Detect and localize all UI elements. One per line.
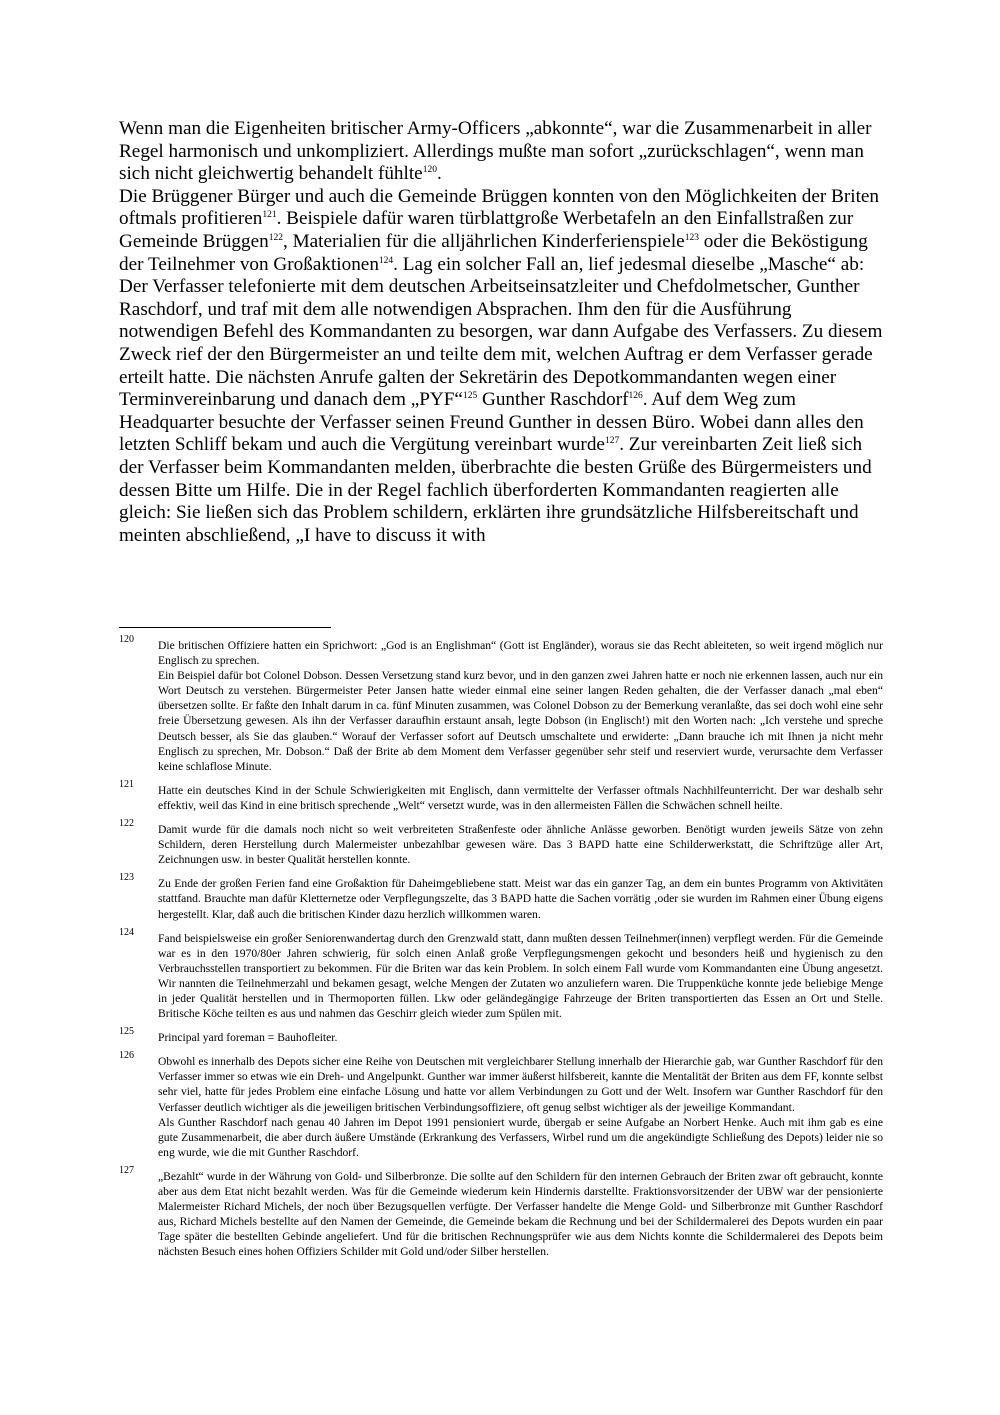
footnote-number: 126 [119,1050,134,1062]
footnote [119,634,883,774]
body-paragraph [119,186,889,548]
body-text: . Zur vereinbarten Zeit ließ sich der Verfasser beim Kommandanten melden, überbrachte die besten Grüße des Bürgermeisters und dessen Bitte um Hilfe. Die in der Regel fachlich überforderten Kommandanten reagierten alle gleich: Sie ließen sich das Problem schildern, erklärten ihre grundsätzliche Hilfsbereitschaft und meinten abschließend, „I have to discuss it with [119,434,872,546]
footnote-number: 121 [119,778,134,790]
body-text: . Beispiele dafür waren türblattgroße Werbetafeln an den Einfallstraßen zur Gemeinde Brüggen [119,208,854,252]
footnote [119,778,883,813]
footnote-reference[interactable]: 124 [378,255,394,266]
body-text: . [436,163,442,185]
footnote [119,926,883,1022]
footnote-separator [119,627,331,628]
body-text: Die Brüggener Bürger und auch die Gemeinde Brüggen konnten von den Möglichkeiten der Briten oftmals profitieren [119,185,880,230]
main-text [119,118,889,547]
footnote-text: Obwohl es innerhalb des Depots sicher eine Reihe von Deutschen mit vergleichbarer Stellung innerhalb der Hierarchie gab, war Gunther Raschdorf für den Verfasser immer so etwas wie ein Dreh- und Angelpunkt. Gunther war immer äußerst hilfsbereit, kannte die Mentalität der Briten aus dem FF, konnte selbst sehr viel, hatte für jedes Problem eine einfache Lösung und hatte vor allem Verbindungen zu Gott und der Welt. Insofern war Gunther Raschdorf für den Verfasser deutlich wichtiger als die jeweiligen britischen Verbindungsoffiziere, oft genug selbst wichtiger als der jeweilige Kommandant. [158,1055,883,1114]
footnote-number: 123 [119,872,134,884]
body-text: Wenn man die Eigenheiten britischer Army-Officers „abkonnte“, war die Zusammenarbeit in aller Regel harmonisch und unkompliziert. Allerdings mußte man sofort „zurückschlagen“, wenn man sich nicht gleichwertig behandelt fühlte [119,118,872,185]
body-text: Gunther Raschdorf [477,389,629,411]
body-paragraph [119,118,889,186]
footnote [119,818,883,867]
footnotes-section [119,634,883,1268]
body-text: , Materialien für die alljährlichen Kinderferienspiele [282,230,685,252]
footnote-number: 122 [119,818,134,830]
footnote-text: Ein Beispiel dafür bot Colonel Dobson. Dessen Versetzung stand kurz bevor, und in den ganzen zwei Jahren hatte er noch nie erkennen lassen, auch nur ein Wort Deutsch zu verstehen. Bürgermeister Peter Jansen hatte wieder einmal eine seiner langen Reden gehalten, die der Verfasser danach „mal eben“ übersetzen sollte. Er faßte den Inhalt darum in ca. fünf Minuten zusammen, was Colonel Dobson zu der Bemerkung veranlaßte, das sei doch wohl eine sehr freie Übersetzung gewesen. Als ihn der Verfasser daraufhin erstaunt ansah, legte Dobson (in Englisch!) mit den Worten nach: „Ich verstehe und spreche Deutsch besser, als Sie das glauben.“ Worauf der Verfasser sofort auf Deutsch umschaltete und erwiderte: „Dann brauche ich mit Ihnen ja nicht mehr Englisch zu sprechen, Mr. Dobson.“ Daß der Brite ab dem Moment dem Verfasser gegenüber sehr steif und reserviert wurde, verursachte dem Verfasser keine schlaflose Minute. [158,669,883,773]
footnote-reference[interactable]: 123 [684,232,699,243]
body-text: . Auf dem Weg zum Headquarter besuchte der Verfasser seinen Freund Gunther in dessen Büro. Wobei dann alles den letzten Schliff bekam und auch die Vergütung vereinbart wurde [119,389,864,456]
footnote [119,1164,883,1260]
footnote-reference[interactable]: 126 [628,391,643,402]
footnote-number: 127 [119,1164,134,1176]
footnote-number: 124 [119,926,134,938]
body-text: . Lag ein solcher Fall an, lief jedesmal dieselbe „Masche“ ab: Der Verfasser telefonierte mit dem deutschen Arbeitseinsatzleiter und Chefdolmetscher, Gunther Raschdorf, und traf mit dem alle notwendigen Absprachen. Ihm den für die Ausführung notwendigen Befehl des Kommandanten zu besorgen, war dann Aufgabe des Verfassers. Zu diesem Zweck rief der den Bürgermeister an und teilte dem mit, welchen Auftrag er dem Verfasser gerade erteilt hatte. Die nächsten Anrufe galten der Sekretärin des Depotkommandanten wegen einer Terminvereinbarung und danach dem „PYF“ [119,253,883,411]
footnote-text: Als Gunther Raschdorf nach genau 40 Jahren im Depot 1991 pensioniert wurde, übergab er seine Aufgabe an Norbert Henke. Auch mit ihm gab es eine gute Zusammenarbeit, die aber durch äußere Umstände (Erkrankung des Verfassers, Wirbel rund um die angekündigte Schließung des Depots) leider nie so eng wurde, wie die mit Gunther Raschdorf. [158,1115,883,1159]
footnote-text: Damit wurde für die damals noch nicht so weit verbreiteten Straßenfeste oder ähnliche Anlässe geworben. Benötigt wurden jeweils Sätze von zehn Schildern, deren Herstellung durch Malermeister unbezahlbar gewesen wäre. Das 3 BAPD hatte eine Schilderwerkstatt, die Schriftzüge aller Art, Zeichnungen usw. in bester Qualität herstellen konnte. [158,823,883,867]
footnote-text: Die britischen Offiziere hatten ein Sprichwort: „God is an Englishman“ (Gott ist Engländer), woraus sie das Recht ableiteten, so weit irgend möglich nur Englisch zu sprechen. [158,639,883,668]
footnote-number: 120 [119,634,134,645]
footnote [119,1026,883,1045]
footnote-reference[interactable]: 127 [604,436,620,447]
footnote-reference[interactable]: 122 [268,232,283,243]
footnote-text: Zu Ende der großen Ferien fand eine Großaktion für Daheimgebliebene statt. Meist war das ein ganzer Tag, an dem ein buntes Programm von Aktivitäten stattfand. Brauchte man dafür Kletternetze oder Verpflegungszelte, das 3 BAPD hatte die Sachen vorrätig ‚oder sie wurden im Rahmen einer Übung eigens hergestellt. Klar, daß auch die britischen Kinder dazu herzlich willkommen waren. [158,877,883,921]
footnote-reference[interactable]: 120 [422,165,437,176]
footnote [119,1050,883,1160]
footnote-text: „Bezahlt“ wurde in der Währung von Gold- und Silberbronze. Die sollte auf den Schildern für den internen Gebrauch der Briten zwar oft gebraucht, konnte aber aus dem Etat nicht bezahlt werden. Was für die Gemeinde wiederum kein Hindernis darstellte. Fraktionsvorsitzender der UBW war der pensionierte Malermeister Richard Michels, der noch über Bezugsquellen verfügte. Der Verfasser handelte die Menge Gold- und Silberbronze mit Gunther Raschdorf aus, Richard Michels bestellte auf den Namen der Gemeinde, die Gemeinde bekam die Rechnung und bei der Schildermalerei des Depots wurden ein paar Tage später die bestellten Gebinde angeliefert. Und für die britischen Rechnungsprüfer wie aus dem Nichts konnte die Schildermalerei des Depots beim nächsten Besuch eines hohen Offiziers Schilder mit Gold und/oder Silber herstellen. [158,1169,883,1259]
footnote-number: 125 [119,1026,134,1038]
body-text: oder die Beköstigung der Teilnehmer von Großaktionen [119,230,868,275]
footnote-text: Principal yard foreman = Bauhofleiter. [158,1031,338,1045]
footnote-reference[interactable]: 121 [262,210,277,221]
footnote [119,872,883,921]
footnote-text: Hatte ein deutsches Kind in der Schule Schwierigkeiten mit Englisch, dann vermittelte der Verfasser oftmals Nachhilfeunterricht. Der war deshalb sehr effektiv, weil das Kind in eine britisch sprechende „Welt“ versetzt wurde, was in den allermeisten Fällen die Schwächen schnell heilte. [158,783,883,812]
footnote-text: Fand beispielsweise ein großer Seniorenwandertag durch den Grenzwald statt, dann mußten dessen Teilnehmer(innen) verpflegt werden. Für die Gemeinde war es in den 1970/80er Jahren schwierig, für solch einen Anlaß große Verpflegungsmengen gekocht und besonders heiß und hygienisch zu den Verbrauchsstellen transportiert zu bekommen. Für die Briten war das kein Problem. In solch einem Fall wurde vom Kommandanten eine Übung angesetzt. Wir nannten die Teilnehmerzahl und bekamen gesagt, welche Mengen der Zutaten wo anzuliefern waren. Die Truppenküche konnte jede beliebige Menge in jeder Qualität herstellen und in Thermoporten füllen. Lkw oder geländegängige Fahrzeuge der Briten transportierten das Essen an Ort und Stelle. Britische Köche teilten es aus und nahmen das Geschirr gleich wieder zum Spülen mit. [158,931,883,1021]
footnote-reference[interactable]: 125 [462,391,478,402]
